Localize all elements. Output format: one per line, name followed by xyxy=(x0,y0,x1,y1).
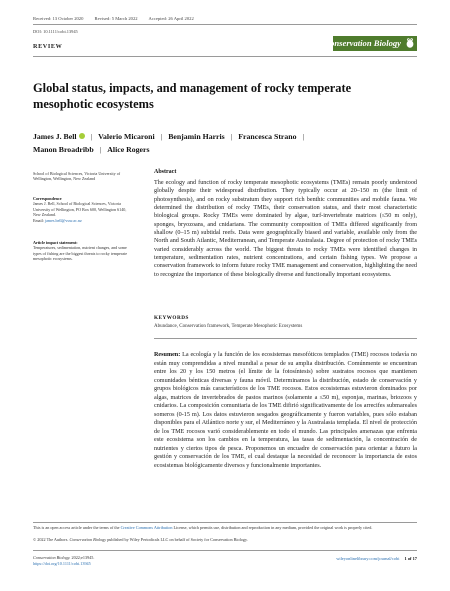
correspondence-block xyxy=(33,196,128,223)
impact-heading: Article impact statement: xyxy=(33,240,78,245)
frog-logo-icon xyxy=(405,37,415,49)
received-date: Received: 13 October 2020 xyxy=(33,16,84,21)
dates-line xyxy=(33,16,204,21)
license-text xyxy=(33,525,417,531)
header-divider xyxy=(33,24,417,25)
page-number: 1 of 17 xyxy=(404,556,417,561)
resumen-text: La ecología y la función de los ecosistemas mesofóticos templados (TME) rocosos todavía no están muy comprendidas a nivel mundial a pesar de su amplia distribución. Comúnmente se encuentran entre los 20 y los 150 metros (el límite de la fotosíntesis) sobre sustratos rocosos que mantienen comunidades bénticas diversas y fauna móvil. Determinamos la distribución, estado de conservación y grupos biológicos más característicos de los TME rocosos. Estos ecosistemas estuvieron dominados por algas, matrices de invertebrados de pastos marinos (solamente a ≤50 m), esponjas, marinas, briozoos y cnidarios. La composición comunitaria de los TME difirió significativamente de los arrecifes submareales someros (0-15 m). Los datos estuvieron sesgados geográficamente y fueron variables, pues sólo estaban disponibles para el Atlántico norte y sur, el Mediterráneo y la Australasia templada. El nivel de protección de los TME rocosos varió considerablemente en todo el mundo. Las principales amenazas que enfrenta este ecosistema son los cambios en la temperatura, las tasas de sedimentación, la concentración de nutrientes y ciertos tipos de pesca. Proponemos un encuadre de conservación para orientar a futuro la gestión y conservación de los TME, el cual destaque la necesidad de reconocer la importancia de estos ecosistemas biológicamente diversos y funcionalmente importantes. xyxy=(154,352,417,469)
correspondence-heading: Correspondence xyxy=(33,196,62,201)
license-link[interactable]: Creative Commons Attribution xyxy=(120,525,173,530)
correspondence-text: James J. Bell, School of Biological Sciences, Victoria University of Wellington, PO Box 600, Wellington 6140, New Zealand. xyxy=(33,201,127,218)
copyright-rest: published by Wiley Periodicals LLC on behalf of Society for Conservation Biology. xyxy=(107,537,248,542)
revised-date: Revised: 5 March 2022 xyxy=(94,16,138,21)
citation-block xyxy=(33,555,94,566)
resumen-heading: Resumen: xyxy=(154,352,181,358)
journal-site-link[interactable]: wileyonlinelibrary.com/journal/cobi xyxy=(336,556,400,561)
doi[interactable]: DOI: 10.1111/cobi.13945 xyxy=(33,29,78,34)
keywords-heading: KEYWORDS xyxy=(154,315,189,321)
keywords-text: Abundance, Conservation framework, Temperate Mesophotic Ecosystems xyxy=(154,324,303,329)
footer-divider xyxy=(33,522,417,523)
author-name[interactable]: Benjamin Harris xyxy=(168,132,225,141)
abstract-heading: Abstract xyxy=(154,169,177,175)
copyright-journal: Conservation Biology xyxy=(69,537,107,542)
citation-journal: Conservation Biology. xyxy=(33,555,71,560)
author-list xyxy=(33,130,413,156)
article-title: Global status, impacts, and management of rocky temperate mesophotic ecosystems xyxy=(33,81,352,111)
author-name[interactable]: Manon Broadribb xyxy=(33,145,94,154)
orcid-icon[interactable] xyxy=(79,133,85,139)
accepted-date: Accepted: 26 April 2022 xyxy=(148,16,194,21)
resumen-paragraph xyxy=(154,351,417,470)
copyright-prefix: © 2022 The Authors. xyxy=(33,537,69,542)
journal-logo xyxy=(324,36,417,51)
abstract-text: The ecology and function of rocky temperate mesophotic ecosystems (TMEs) remain poorly understood globally despite their widespread distribution. They typically occur at 20–150 m (the limit of photosynthesis), and on rocky substratum they support rich benthic communities and mobile fauna. We determined the distribution of rocky TMEs, their conservation status, and their most characteristic biological groups. Rocky TMEs were dominated by algae, turf-invertebrate matrices (≤50 m only), sponges, bryozoans, and cnidarians. The community composition of TMEs differed significantly from shallow (0–15 m) subtidal reefs. Data were geographically biased and variable, available only from the North and South Atlantic, Mediterranean, and Temperate Australasia. Degree of protection of rocky TMEs varied considerably across the world. The biggest threats to rocky TMEs were identified changes in temperature, sedimentation rates, nutrient concentrations, and certain fishing types. We propose a conservation framework to inform future rocky TME management and conservation, highlighting the need to recognize the importance of these biologically diverse and functionally important ecosystems. xyxy=(154,180,417,278)
author-separator: | xyxy=(160,132,163,141)
author-separator: | xyxy=(230,132,233,141)
affiliation: School of Biological Sciences, Victoria University of Wellington, Wellington, New Zealand xyxy=(33,171,121,182)
author-name[interactable]: James J. Bell xyxy=(33,132,77,141)
journal-logo-text: Conservation Biology xyxy=(324,38,401,48)
author-separator: | xyxy=(99,145,102,154)
author-separator: | xyxy=(302,132,305,141)
impact-statement xyxy=(33,240,128,262)
license-rest: License, which permits use, distribution and reproduction in any medium, provided the original work is properly cited. xyxy=(173,525,373,530)
license-intro: This is an open access article under the terms of the xyxy=(33,525,120,530)
email-label: Email: xyxy=(33,217,44,223)
email-link[interactable]: james.bell@vuw.ac.nz xyxy=(44,217,82,223)
keywords-divider xyxy=(154,338,417,339)
author-separator: | xyxy=(90,132,93,141)
author-name[interactable]: Alice Rogers xyxy=(107,145,150,154)
author-name[interactable]: Francesca Strano xyxy=(238,132,297,141)
author-name[interactable]: Valerio Micaroni xyxy=(98,132,155,141)
copyright-text xyxy=(33,537,417,543)
section-divider xyxy=(33,56,417,57)
citation-doi-link[interactable]: https://doi.org/10.1111/cobi.13945 xyxy=(33,560,91,566)
impact-text: Temperatures, sedimentation, nutrient changes, and some types of fishing are the biggest threats to rocky temperate mesophotic ecosystems. xyxy=(33,245,128,262)
section-label: REVIEW xyxy=(33,43,63,50)
page-footer-right xyxy=(300,556,417,561)
citation-year: 2022;e13945. xyxy=(71,555,95,560)
page-footer-divider xyxy=(33,550,417,551)
